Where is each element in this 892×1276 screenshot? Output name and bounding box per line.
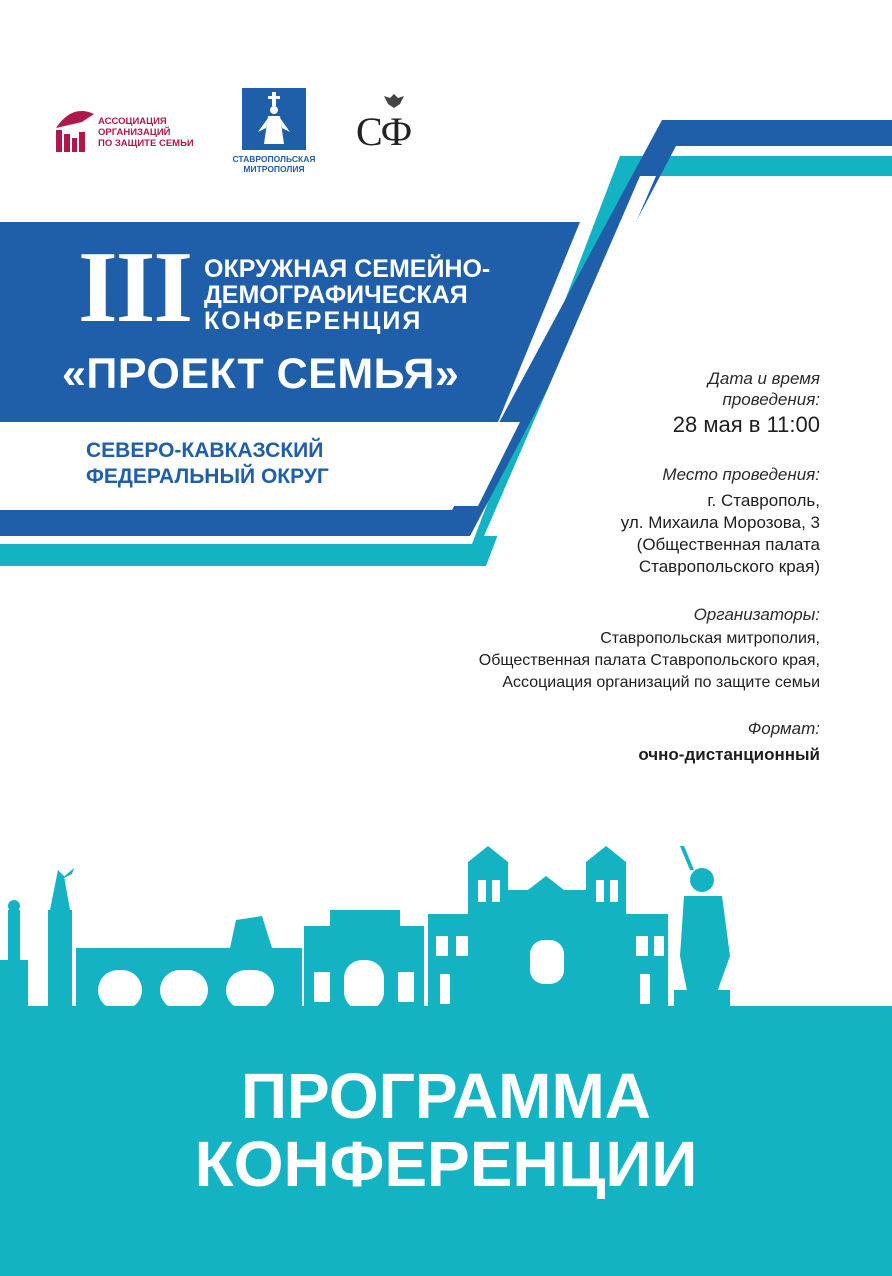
metropolia-logo-line: СТАВРОПОЛЬСКАЯ: [232, 154, 316, 164]
angel-icon: [242, 88, 306, 150]
association-logo: [52, 104, 202, 156]
city-skyline-graphic: [0, 840, 892, 1010]
association-logo-line: АССОЦИАЦИЯ: [98, 116, 167, 127]
format-value: очно-дистанционный: [638, 745, 820, 764]
date-label-line: Дата и время: [707, 369, 820, 388]
date-value: 28 мая в 11:00: [672, 412, 820, 437]
metropolia-logo: [230, 88, 326, 178]
district-line: ФЕДЕРАЛЬНЫЙ ОКРУГ: [86, 465, 329, 488]
title-line: ОКРУЖНАЯ СЕМЕЙНО-: [204, 255, 491, 283]
title-line: ДЕМОГРАФИЧЕСКАЯ: [204, 281, 468, 309]
date-label: [708, 368, 820, 410]
place-line: ул. Михаила Морозова, 3: [620, 513, 820, 532]
place-line: г. Ставрополь,: [707, 491, 820, 510]
place-line: Ставропольского края): [638, 557, 820, 576]
metropolia-logo-line: МИТРОПОЛИЯ: [243, 164, 305, 174]
program-title: [0, 1062, 892, 1198]
conference-number: III: [78, 231, 192, 344]
place-label: Место проведения:: [662, 465, 820, 484]
organizers-label: Организаторы:: [693, 605, 820, 624]
district-line: СЕВЕРО-КАВКАЗСКИЙ: [86, 439, 324, 462]
place-line: (Общественная палата: [636, 535, 820, 554]
association-logo-line: ПО ЗАЩИТЕ СЕМЬИ: [98, 138, 194, 149]
program-title-line: ПРОГРАММА: [240, 1060, 652, 1132]
organizers-value: [479, 628, 820, 694]
title-line: КОНФЕРЕНЦИЯ: [204, 307, 423, 335]
organizer-line: Ставропольская митрополия,: [600, 630, 820, 647]
umbrella-family-icon: [52, 104, 98, 152]
format-label: Формат:: [747, 719, 820, 738]
federation-council-logo: [352, 92, 442, 156]
organizer-line: Общественная палата Ставропольского края,: [478, 652, 820, 669]
association-logo-line: ОРГАНИЗАЦИЙ: [98, 127, 171, 138]
conference-title: [204, 256, 490, 334]
date-label-line: проведения:: [722, 390, 820, 409]
project-name: «ПРОЕКТ СЕМЬЯ»: [62, 350, 460, 398]
sf-logo-text: СФ: [356, 109, 411, 154]
district-name: [86, 438, 329, 490]
program-title-line: КОНФЕРЕНЦИИ: [194, 1128, 698, 1200]
organizer-line: Ассоциация организаций по защите семьи: [502, 674, 820, 691]
place-value: [621, 490, 820, 578]
